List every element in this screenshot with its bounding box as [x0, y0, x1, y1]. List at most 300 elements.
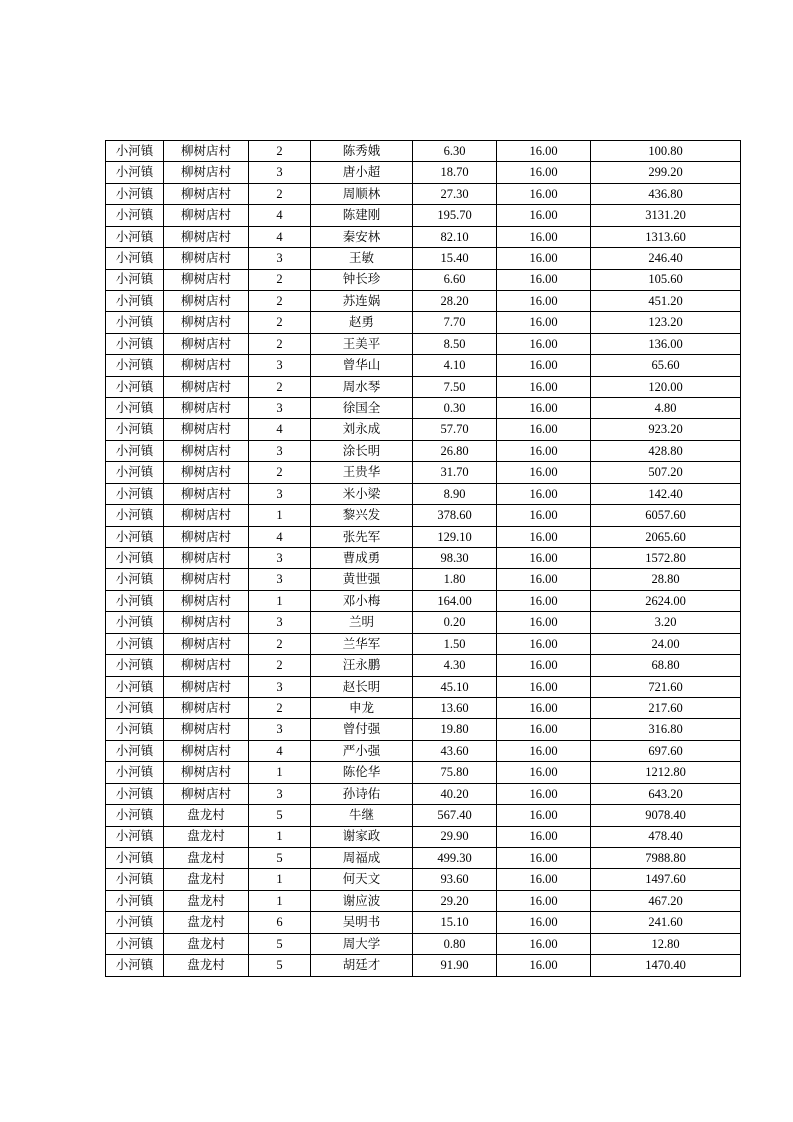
cell-total: 478.40 [591, 826, 741, 847]
cell-count: 2 [249, 183, 311, 204]
table-row [106, 526, 741, 547]
cell-village: 柳树店村 [164, 590, 249, 611]
table-row [106, 633, 741, 654]
table-row [106, 955, 741, 977]
cell-total: 105.60 [591, 269, 741, 290]
cell-total: 467.20 [591, 890, 741, 911]
cell-village: 柳树店村 [164, 719, 249, 740]
cell-village: 柳树店村 [164, 740, 249, 761]
cell-amount: 43.60 [413, 740, 497, 761]
cell-total: 428.80 [591, 440, 741, 461]
cell-rate: 16.00 [497, 226, 591, 247]
cell-name: 苏连娲 [311, 290, 413, 311]
cell-rate: 16.00 [497, 376, 591, 397]
cell-rate: 16.00 [497, 869, 591, 890]
cell-town: 小河镇 [106, 505, 164, 526]
cell-total: 923.20 [591, 419, 741, 440]
table-row [106, 312, 741, 333]
table-row [106, 505, 741, 526]
cell-name: 吴明书 [311, 912, 413, 933]
cell-amount: 0.80 [413, 933, 497, 954]
cell-rate: 16.00 [497, 419, 591, 440]
cell-total: 100.80 [591, 141, 741, 162]
cell-name: 曾付强 [311, 719, 413, 740]
cell-total: 3.20 [591, 612, 741, 633]
cell-name: 胡廷才 [311, 955, 413, 977]
table-row [106, 290, 741, 311]
cell-town: 小河镇 [106, 655, 164, 676]
cell-rate: 16.00 [497, 847, 591, 868]
cell-amount: 28.20 [413, 290, 497, 311]
cell-amount: 45.10 [413, 676, 497, 697]
cell-town: 小河镇 [106, 762, 164, 783]
cell-name: 谢家政 [311, 826, 413, 847]
table-row [106, 548, 741, 569]
cell-total: 316.80 [591, 719, 741, 740]
cell-count: 2 [249, 141, 311, 162]
cell-count: 1 [249, 890, 311, 911]
cell-name: 周福成 [311, 847, 413, 868]
cell-count: 2 [249, 312, 311, 333]
table-row [106, 205, 741, 226]
cell-amount: 82.10 [413, 226, 497, 247]
table-row [106, 805, 741, 826]
cell-rate: 16.00 [497, 676, 591, 697]
cell-village: 柳树店村 [164, 505, 249, 526]
cell-total: 142.40 [591, 483, 741, 504]
cell-amount: 98.30 [413, 548, 497, 569]
table-body [106, 141, 741, 977]
cell-rate: 16.00 [497, 312, 591, 333]
cell-amount: 8.90 [413, 483, 497, 504]
cell-rate: 16.00 [497, 719, 591, 740]
cell-count: 2 [249, 697, 311, 718]
cell-name: 王贵华 [311, 462, 413, 483]
cell-name: 张先军 [311, 526, 413, 547]
cell-count: 3 [249, 162, 311, 183]
cell-village: 柳树店村 [164, 762, 249, 783]
cell-total: 643.20 [591, 783, 741, 804]
cell-village: 柳树店村 [164, 312, 249, 333]
cell-village: 柳树店村 [164, 141, 249, 162]
cell-count: 2 [249, 655, 311, 676]
cell-name: 钟长珍 [311, 269, 413, 290]
cell-total: 1212.80 [591, 762, 741, 783]
cell-rate: 16.00 [497, 655, 591, 676]
cell-count: 4 [249, 526, 311, 547]
cell-count: 1 [249, 505, 311, 526]
cell-count: 3 [249, 569, 311, 590]
cell-total: 436.80 [591, 183, 741, 204]
cell-total: 7988.80 [591, 847, 741, 868]
cell-town: 小河镇 [106, 590, 164, 611]
cell-name: 申龙 [311, 697, 413, 718]
cell-name: 唐小超 [311, 162, 413, 183]
cell-total: 1497.60 [591, 869, 741, 890]
cell-name: 孙诗佑 [311, 783, 413, 804]
table-row [106, 569, 741, 590]
cell-town: 小河镇 [106, 612, 164, 633]
cell-town: 小河镇 [106, 526, 164, 547]
cell-rate: 16.00 [497, 483, 591, 504]
cell-count: 3 [249, 248, 311, 269]
cell-amount: 129.10 [413, 526, 497, 547]
cell-town: 小河镇 [106, 740, 164, 761]
cell-amount: 1.50 [413, 633, 497, 654]
cell-town: 小河镇 [106, 290, 164, 311]
table-row [106, 419, 741, 440]
cell-village: 柳树店村 [164, 226, 249, 247]
cell-town: 小河镇 [106, 376, 164, 397]
cell-count: 4 [249, 226, 311, 247]
cell-total: 9078.40 [591, 805, 741, 826]
table-row [106, 933, 741, 954]
cell-name: 汪永鹏 [311, 655, 413, 676]
table-row [106, 183, 741, 204]
cell-village: 柳树店村 [164, 612, 249, 633]
table-row [106, 376, 741, 397]
cell-amount: 378.60 [413, 505, 497, 526]
table-row [106, 141, 741, 162]
table-row [106, 826, 741, 847]
cell-village: 盘龙村 [164, 955, 249, 977]
cell-name: 兰华军 [311, 633, 413, 654]
cell-village: 柳树店村 [164, 376, 249, 397]
cell-town: 小河镇 [106, 955, 164, 977]
cell-total: 120.00 [591, 376, 741, 397]
cell-count: 1 [249, 762, 311, 783]
cell-count: 3 [249, 719, 311, 740]
cell-town: 小河镇 [106, 162, 164, 183]
cell-total: 65.60 [591, 355, 741, 376]
cell-town: 小河镇 [106, 869, 164, 890]
cell-amount: 27.30 [413, 183, 497, 204]
cell-village: 柳树店村 [164, 290, 249, 311]
cell-total: 2065.60 [591, 526, 741, 547]
cell-town: 小河镇 [106, 141, 164, 162]
table-row [106, 912, 741, 933]
cell-total: 123.20 [591, 312, 741, 333]
cell-town: 小河镇 [106, 248, 164, 269]
cell-village: 柳树店村 [164, 248, 249, 269]
cell-name: 陈伦华 [311, 762, 413, 783]
table-row [106, 719, 741, 740]
cell-amount: 93.60 [413, 869, 497, 890]
cell-amount: 18.70 [413, 162, 497, 183]
cell-amount: 567.40 [413, 805, 497, 826]
cell-name: 谢应波 [311, 890, 413, 911]
cell-total: 1572.80 [591, 548, 741, 569]
cell-town: 小河镇 [106, 269, 164, 290]
cell-name: 赵勇 [311, 312, 413, 333]
cell-rate: 16.00 [497, 183, 591, 204]
table-row [106, 612, 741, 633]
cell-name: 周水琴 [311, 376, 413, 397]
cell-rate: 16.00 [497, 548, 591, 569]
cell-rate: 16.00 [497, 805, 591, 826]
cell-village: 柳树店村 [164, 526, 249, 547]
cell-town: 小河镇 [106, 462, 164, 483]
cell-rate: 16.00 [497, 440, 591, 461]
cell-count: 2 [249, 633, 311, 654]
cell-amount: 7.50 [413, 376, 497, 397]
cell-total: 136.00 [591, 333, 741, 354]
cell-rate: 16.00 [497, 697, 591, 718]
cell-amount: 15.40 [413, 248, 497, 269]
cell-amount: 6.60 [413, 269, 497, 290]
cell-name: 米小梁 [311, 483, 413, 504]
cell-amount: 91.90 [413, 955, 497, 977]
cell-rate: 16.00 [497, 740, 591, 761]
cell-village: 柳树店村 [164, 569, 249, 590]
cell-village: 柳树店村 [164, 419, 249, 440]
cell-total: 241.60 [591, 912, 741, 933]
cell-name: 严小强 [311, 740, 413, 761]
cell-count: 6 [249, 912, 311, 933]
cell-rate: 16.00 [497, 912, 591, 933]
cell-amount: 57.70 [413, 419, 497, 440]
cell-rate: 16.00 [497, 290, 591, 311]
cell-rate: 16.00 [497, 162, 591, 183]
cell-amount: 29.20 [413, 890, 497, 911]
cell-total: 246.40 [591, 248, 741, 269]
cell-rate: 16.00 [497, 141, 591, 162]
table-row [106, 655, 741, 676]
cell-count: 2 [249, 290, 311, 311]
cell-village: 柳树店村 [164, 548, 249, 569]
cell-amount: 8.50 [413, 333, 497, 354]
cell-amount: 0.30 [413, 398, 497, 419]
cell-amount: 26.80 [413, 440, 497, 461]
cell-village: 柳树店村 [164, 398, 249, 419]
cell-name: 涂长明 [311, 440, 413, 461]
cell-village: 柳树店村 [164, 483, 249, 504]
cell-village: 柳树店村 [164, 783, 249, 804]
cell-count: 3 [249, 440, 311, 461]
cell-count: 1 [249, 826, 311, 847]
cell-village: 盘龙村 [164, 805, 249, 826]
cell-total: 4.80 [591, 398, 741, 419]
cell-village: 盘龙村 [164, 826, 249, 847]
cell-name: 王敏 [311, 248, 413, 269]
cell-total: 697.60 [591, 740, 741, 761]
cell-name: 徐国全 [311, 398, 413, 419]
cell-village: 盘龙村 [164, 933, 249, 954]
table-row [106, 869, 741, 890]
cell-rate: 16.00 [497, 505, 591, 526]
cell-town: 小河镇 [106, 440, 164, 461]
cell-village: 盘龙村 [164, 912, 249, 933]
cell-total: 2624.00 [591, 590, 741, 611]
cell-count: 5 [249, 847, 311, 868]
cell-town: 小河镇 [106, 548, 164, 569]
cell-amount: 4.10 [413, 355, 497, 376]
table-row [106, 762, 741, 783]
cell-town: 小河镇 [106, 226, 164, 247]
cell-name: 赵长明 [311, 676, 413, 697]
cell-amount: 13.60 [413, 697, 497, 718]
cell-rate: 16.00 [497, 462, 591, 483]
table-row [106, 847, 741, 868]
table-row [106, 162, 741, 183]
cell-count: 4 [249, 205, 311, 226]
cell-count: 1 [249, 869, 311, 890]
table-row [106, 398, 741, 419]
cell-rate: 16.00 [497, 398, 591, 419]
cell-town: 小河镇 [106, 633, 164, 654]
cell-count: 3 [249, 398, 311, 419]
cell-count: 3 [249, 612, 311, 633]
cell-rate: 16.00 [497, 569, 591, 590]
cell-village: 盘龙村 [164, 869, 249, 890]
cell-count: 1 [249, 590, 311, 611]
cell-total: 28.80 [591, 569, 741, 590]
cell-name: 牛继 [311, 805, 413, 826]
cell-village: 柳树店村 [164, 162, 249, 183]
cell-total: 507.20 [591, 462, 741, 483]
cell-name: 陈建刚 [311, 205, 413, 226]
cell-town: 小河镇 [106, 826, 164, 847]
cell-town: 小河镇 [106, 569, 164, 590]
table-row [106, 462, 741, 483]
cell-total: 1313.60 [591, 226, 741, 247]
cell-amount: 0.20 [413, 612, 497, 633]
cell-name: 王美平 [311, 333, 413, 354]
cell-town: 小河镇 [106, 312, 164, 333]
cell-name: 秦安林 [311, 226, 413, 247]
cell-amount: 1.80 [413, 569, 497, 590]
cell-count: 2 [249, 269, 311, 290]
cell-name: 曹成勇 [311, 548, 413, 569]
cell-amount: 40.20 [413, 783, 497, 804]
cell-total: 451.20 [591, 290, 741, 311]
cell-total: 217.60 [591, 697, 741, 718]
cell-count: 3 [249, 483, 311, 504]
cell-rate: 16.00 [497, 955, 591, 977]
cell-name: 邓小梅 [311, 590, 413, 611]
cell-town: 小河镇 [106, 847, 164, 868]
table-row [106, 248, 741, 269]
table-row [106, 676, 741, 697]
table-row [106, 697, 741, 718]
cell-amount: 164.00 [413, 590, 497, 611]
cell-rate: 16.00 [497, 248, 591, 269]
cell-amount: 195.70 [413, 205, 497, 226]
cell-village: 柳树店村 [164, 183, 249, 204]
cell-town: 小河镇 [106, 676, 164, 697]
cell-rate: 16.00 [497, 933, 591, 954]
cell-rate: 16.00 [497, 269, 591, 290]
cell-count: 3 [249, 676, 311, 697]
cell-rate: 16.00 [497, 762, 591, 783]
cell-count: 3 [249, 548, 311, 569]
cell-amount: 499.30 [413, 847, 497, 868]
table-row [106, 783, 741, 804]
cell-village: 柳树店村 [164, 676, 249, 697]
cell-name: 曾华山 [311, 355, 413, 376]
cell-count: 2 [249, 462, 311, 483]
cell-village: 柳树店村 [164, 205, 249, 226]
cell-town: 小河镇 [106, 890, 164, 911]
cell-town: 小河镇 [106, 719, 164, 740]
cell-name: 兰明 [311, 612, 413, 633]
cell-village: 柳树店村 [164, 655, 249, 676]
table-row [106, 269, 741, 290]
cell-total: 3131.20 [591, 205, 741, 226]
cell-rate: 16.00 [497, 783, 591, 804]
cell-town: 小河镇 [106, 333, 164, 354]
cell-name: 周顺林 [311, 183, 413, 204]
cell-rate: 16.00 [497, 590, 591, 611]
cell-town: 小河镇 [106, 933, 164, 954]
cell-name: 黄世强 [311, 569, 413, 590]
cell-count: 5 [249, 805, 311, 826]
cell-town: 小河镇 [106, 483, 164, 504]
cell-count: 5 [249, 955, 311, 977]
cell-village: 盘龙村 [164, 890, 249, 911]
cell-name: 陈秀娥 [311, 141, 413, 162]
cell-amount: 31.70 [413, 462, 497, 483]
cell-total: 6057.60 [591, 505, 741, 526]
cell-town: 小河镇 [106, 783, 164, 804]
cell-name: 黎兴发 [311, 505, 413, 526]
cell-amount: 7.70 [413, 312, 497, 333]
cell-amount: 19.80 [413, 719, 497, 740]
cell-town: 小河镇 [106, 398, 164, 419]
cell-amount: 4.30 [413, 655, 497, 676]
cell-town: 小河镇 [106, 419, 164, 440]
cell-amount: 15.10 [413, 912, 497, 933]
cell-rate: 16.00 [497, 526, 591, 547]
cell-town: 小河镇 [106, 805, 164, 826]
cell-town: 小河镇 [106, 183, 164, 204]
cell-count: 2 [249, 333, 311, 354]
cell-rate: 16.00 [497, 826, 591, 847]
cell-town: 小河镇 [106, 697, 164, 718]
cell-amount: 75.80 [413, 762, 497, 783]
cell-amount: 6.30 [413, 141, 497, 162]
table-row [106, 440, 741, 461]
cell-count: 5 [249, 933, 311, 954]
cell-total: 721.60 [591, 676, 741, 697]
cell-rate: 16.00 [497, 890, 591, 911]
cell-village: 柳树店村 [164, 333, 249, 354]
table-row [106, 355, 741, 376]
cell-rate: 16.00 [497, 633, 591, 654]
cell-total: 12.80 [591, 933, 741, 954]
cell-village: 盘龙村 [164, 847, 249, 868]
table-row [106, 590, 741, 611]
cell-total: 68.80 [591, 655, 741, 676]
cell-village: 柳树店村 [164, 269, 249, 290]
cell-name: 周大学 [311, 933, 413, 954]
cell-name: 何天文 [311, 869, 413, 890]
cell-total: 1470.40 [591, 955, 741, 977]
cell-total: 299.20 [591, 162, 741, 183]
cell-village: 柳树店村 [164, 633, 249, 654]
cell-amount: 29.90 [413, 826, 497, 847]
cell-town: 小河镇 [106, 912, 164, 933]
cell-rate: 16.00 [497, 612, 591, 633]
cell-town: 小河镇 [106, 355, 164, 376]
table-row [106, 226, 741, 247]
cell-village: 柳树店村 [164, 355, 249, 376]
cell-rate: 16.00 [497, 205, 591, 226]
cell-rate: 16.00 [497, 333, 591, 354]
cell-town: 小河镇 [106, 205, 164, 226]
table-row [106, 740, 741, 761]
cell-village: 柳树店村 [164, 462, 249, 483]
